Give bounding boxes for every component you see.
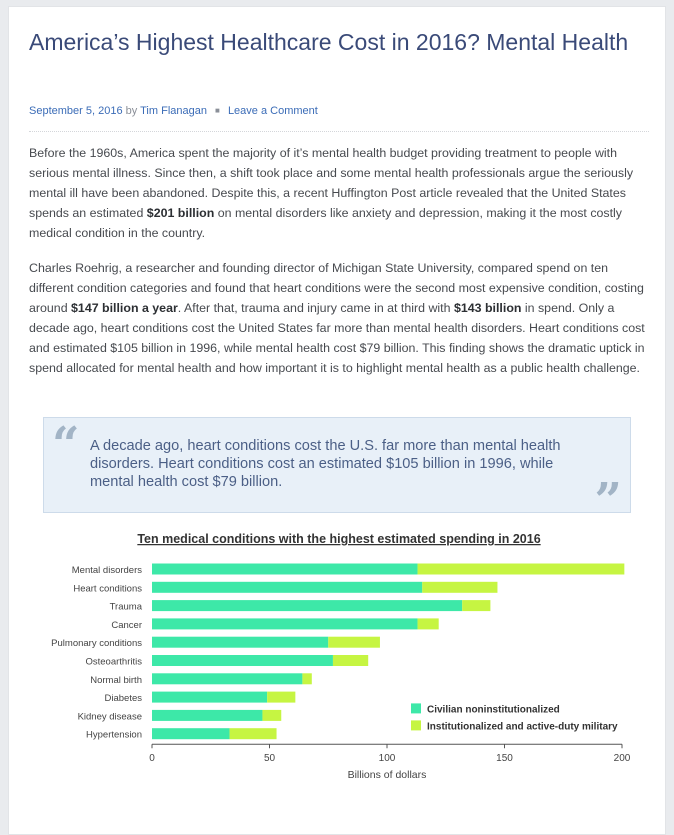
bar-segment (152, 710, 262, 721)
spending-chart (39, 527, 639, 797)
category-label: Diabetes (104, 693, 142, 705)
leave-comment-link[interactable]: Leave a Comment (227, 105, 318, 117)
bar-segment (462, 600, 490, 611)
category-label: Pulmonary conditions (51, 638, 142, 650)
meta-divider (29, 131, 649, 132)
meta-separator-icon: ■ (215, 106, 220, 115)
chart-title: Ten medical conditions with the highest estimated spending in 2016 (137, 532, 541, 546)
post-meta (29, 105, 318, 117)
x-tick-label: 150 (496, 753, 513, 765)
bar-segment (152, 637, 328, 648)
legend-label: Civilian noninstitutionalized (427, 704, 560, 716)
category-label: Hypertension (86, 729, 142, 741)
article-card (8, 6, 666, 835)
blockquote (43, 417, 631, 529)
paragraph-2-text-a: Charles Roehrig, a researcher and founding director of Michigan State University, compared spend on ten different condition categories and found that heart conditions were the second most expensive condition, costing around (29, 261, 644, 315)
x-tick-label: 0 (149, 753, 155, 765)
legend-swatch (411, 720, 421, 730)
bar-segment (152, 618, 418, 629)
x-tick-label: 100 (378, 753, 396, 765)
bar-segment (328, 637, 380, 648)
post-date[interactable]: September 5, 2016 (29, 105, 123, 117)
bar-segment (267, 692, 295, 703)
paragraph-2-text-c: in spend. Only a decade ago, heart conditions cost the United States far more than mental health disorders. Heart conditions cost and estimated $105 billion in 1996, while mental health cost $79 billion. This finding shows the dramatic uptick in spend allocated for mental health and how important it is to highlight mental health as a public health challenge. (29, 301, 645, 375)
paragraph-1-bold-a: $201 billion (146, 206, 215, 220)
open-quote-icon: “ (52, 417, 80, 473)
x-tick-label: 200 (613, 753, 631, 765)
bar-segment (333, 655, 368, 666)
post-title[interactable]: America’s Highest Healthcare Cost in 2016? Mental Health (29, 29, 629, 55)
x-axis-label: Billions of dollars (347, 769, 427, 782)
category-label: Kidney disease (77, 711, 142, 723)
bar-segment (302, 673, 311, 684)
bar-segment (152, 655, 333, 666)
bar-segment (152, 692, 267, 703)
close-quote-icon: ” (594, 473, 622, 529)
bar-segment (262, 710, 281, 721)
bar-segment (152, 564, 418, 575)
bar-segment (418, 618, 439, 629)
x-tick-label: 50 (263, 753, 276, 765)
paragraph-1-text-b: on mental disorders like anxiety and depression, making it the most costly medical condition in the country. (29, 206, 622, 240)
paragraph-2-bold-b: $143 billion (453, 301, 522, 315)
bar-segment (422, 582, 497, 593)
bar-segment (152, 673, 302, 684)
bar-segment (152, 582, 422, 593)
quote-text: A decade ago, heart conditions cost the U.S. far more than mental health disorders. Heart conditions cost an estimated $105 billion in 1996, while mental health cost $79 billion. (90, 438, 561, 490)
category-label: Cancer (111, 619, 142, 631)
author-link[interactable]: Tim Flanagan (140, 105, 207, 117)
paragraph-2-bold-a: $147 billion a year (71, 301, 178, 315)
legend-label: Institutionalized and active-duty military (427, 721, 618, 733)
paragraph-2-text-b: . After that, trauma and injury came in at third with (177, 301, 454, 315)
category-label: Mental disorders (71, 565, 142, 576)
category-label: Osteoarthritis (85, 656, 142, 668)
bar-segment (152, 728, 230, 739)
paragraph-1-text-a: Before the 1960s, America spent the majority of it’s mental health budget providing treatment to people with serious mental illness. Since then, a shift took place and some mental health professionals argue the seriously mental ill have been abandoned. Despite this, a recent Huffington Post article revealed that the United States spends an estimated (29, 146, 634, 220)
category-label: Heart conditions (73, 583, 142, 595)
bar-segment (230, 728, 277, 739)
category-label: Trauma (109, 601, 142, 613)
category-label: Normal birth (90, 674, 142, 686)
legend-swatch (411, 703, 421, 713)
paragraph-2 (29, 258, 655, 378)
bar-segment (418, 564, 625, 575)
by-label: by (125, 105, 138, 117)
paragraph-1 (29, 143, 655, 243)
bar-segment (152, 600, 462, 611)
